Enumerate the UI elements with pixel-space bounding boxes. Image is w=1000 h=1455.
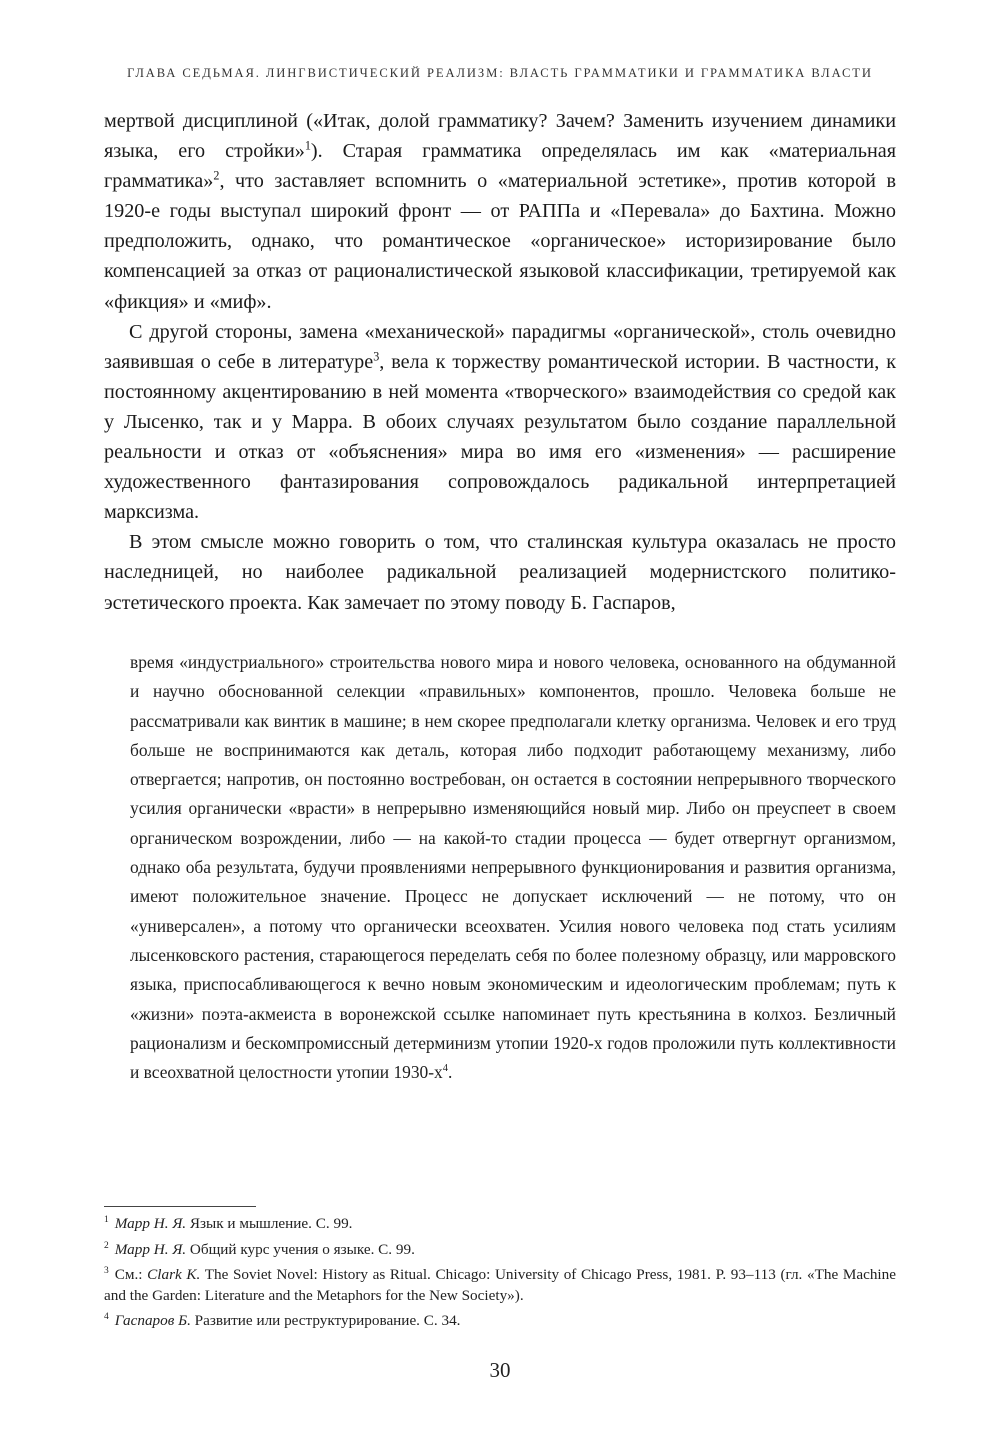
footnote-2	[104, 1240, 896, 1261]
running-head: ГЛАВА СЕДЬМАЯ. ЛИНГВИСТИЧЕСКИЙ РЕАЛИЗМ: ВЛАСТЬ ГРАММАТИКИ И ГРАММАТИКА ВЛАСТИ	[127, 66, 873, 80]
footnote-author: Марр Н. Я.	[114, 1240, 187, 1258]
footnote-ref-3[interactable]: 3	[373, 349, 380, 364]
paragraph-2-part-2: , вела к торжеству романтической истории. В частности, к постоянному акцентированию в ней момента «творческого» взаимодействия со средой как у Лысенко, так и у Марра. В обоих случаях результатом было создание параллельной реальности и отказ от «объяснения» мира во имя его «изменения» — расширение художественного фантазирования сопровождалось радикальной интерпретацией марксизма.	[104, 350, 896, 524]
paragraph-3: В этом смысле можно говорить о том, что сталинская культура оказалась не просто наследницей, но наиболее радикальной реализацией модернистского политико-эстетического проекта. Как замечает по этому поводу Б. Гаспаров,	[104, 531, 896, 614]
block-quote	[130, 648, 896, 1087]
footnote-author: Марр Н. Я.	[114, 1215, 187, 1232]
footnote-prefix: См.:	[114, 1266, 148, 1284]
block-quote-body: время «индустриального» строительства нового мира и нового человека, основанного на обдуманной и научно обоснованной селекции «правильных» компонентов, прошло. Человека больше не рассматривали как винтик в машине; в нем скорее предполагали клетку организма. Человек и его труд больше не воспринимаются как деталь, которая либо подходит работающему механизму, либо отвергается; напротив, он постоянно востребован, он остается в состоянии непрерывного творческого усилия органически «врасти» в непрерывно изменяющийся новый мир. Либо он преуспеет в своем органическом возрождении, либо — на какой-то стадии процесса — будет отвергнут организмом, однако оба результата, будучи проявлениями непрерывного функционирования и развития организма, имеют положительное значение. Процесс не допускает исключений — не потому, что он «универсален», а потому что органически всеохватен. Усилия нового человека под стать усилиям лысенковского растения, старающегося переделать себя по более полезному образцу, или марровского языка, приспосабливающегося к вечно новым экономическим и идеологическим проблемам; путь к «жизни» поэта-акмеиста в воронежской ссылке напоминает путь крестьянина в колхоз. Безличный рационализм и бескомпромиссный детерминизм утопии 1920-х годов проложили путь коллективности и всеохватной целостности утопии 1930-х	[130, 652, 896, 1083]
footnote-number: 4	[104, 1312, 109, 1323]
footnote-text: Развитие или реструктурирование. С. 34.	[194, 1312, 461, 1330]
footnote-ref-2[interactable]: 2	[213, 168, 220, 183]
footnote-ref-1[interactable]: 1	[304, 138, 311, 153]
page-number: 30	[489, 1358, 511, 1382]
paragraph-1	[104, 106, 896, 317]
footnote-3	[104, 1265, 896, 1306]
main-text	[104, 106, 896, 618]
paragraph-2-part-1: С другой стороны, замена «механической» парадигмы «органической», столь очевидно заявившая о себе в литературе	[104, 320, 896, 373]
paragraph-1-part-1: мертвой дисциплиной («Итак, долой грамматику? Зачем? Заменить изучением динамики языка, его стройки»	[104, 110, 896, 163]
footnotes	[104, 1214, 896, 1337]
block-quote-text	[130, 648, 896, 1087]
footnote-divider	[104, 1206, 256, 1207]
footnote-1	[104, 1214, 896, 1235]
footnote-text: Язык и мышление. С. 99.	[189, 1215, 353, 1232]
footnote-text: Общий курс учения о языке. С. 99.	[189, 1240, 415, 1258]
footnote-4	[104, 1311, 896, 1332]
footnote-number: 1	[104, 1214, 109, 1225]
footnote-text: The Soviet Novel: History as Ritual. Chicago: University of Chicago Press, 1981. P. 93–113 (гл. «The Machine and the Garden: Literature and the Metaphors for the New Society»).	[104, 1266, 896, 1304]
paragraph-1-part-3: , что заставляет вспомнить о «материальной эстетике», против которой в 1920-е годы выступал широкий фронт — от РАППа и «Перевала» до Бахтина. Можно предположить, однако, что романтическое «органическое» историзирование было компенсацией за отказ от рационалистической языковой классификации, третируемой как «фикция» и «миф».	[104, 170, 896, 313]
footnote-number: 2	[104, 1240, 109, 1251]
block-quote-end: .	[447, 1062, 453, 1083]
paragraph-1-part-2: ). Старая грамматика определялась им как «материальная грамматика»	[104, 140, 897, 193]
footnote-author: Гаспаров Б.	[114, 1312, 191, 1330]
footnote-number: 3	[104, 1266, 109, 1277]
footnote-author: Clark K.	[147, 1266, 201, 1284]
footnote-ref-4[interactable]: 4	[442, 1063, 448, 1075]
paragraph-2	[104, 317, 896, 528]
